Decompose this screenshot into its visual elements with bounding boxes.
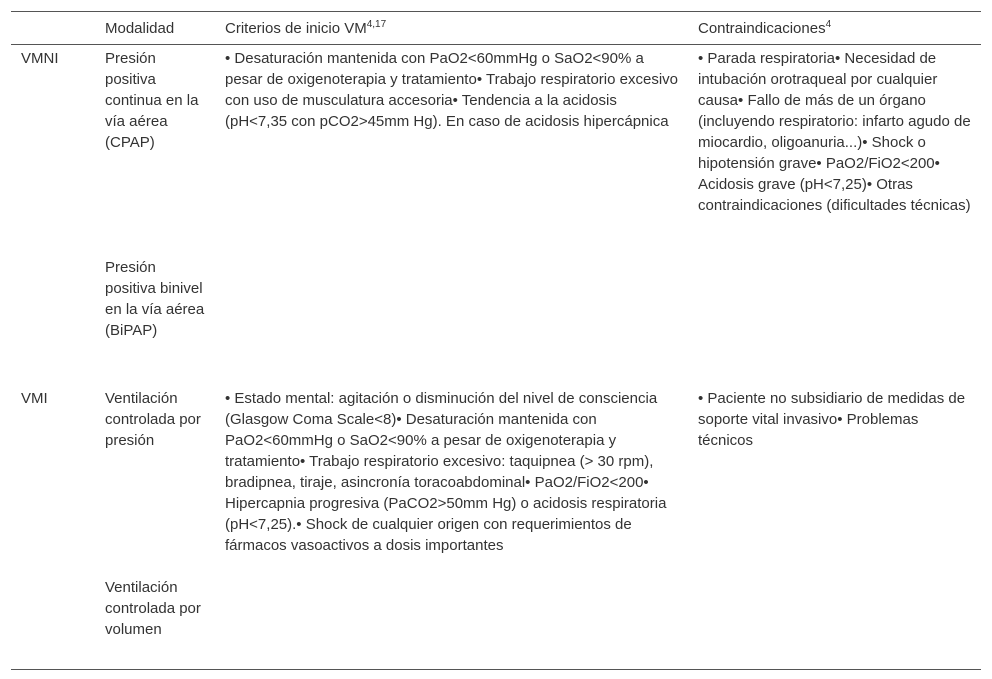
header-contra-ref: 4 bbox=[825, 18, 832, 30]
header-empty bbox=[11, 12, 95, 45]
contraindicaciones-cell: • Parada respiratoria• Necesidad de intubación orotraqueal por cualquier causa• Fallo de más de un órgano (incluyendo respiratorio: infarto agudo de miocardio, oligoanuria...)• Shock o hipotensión grave• PaO2/FiO2<200• Acidosis grave (pH<7,25)• Otras contraindicaciones (dificultades técnicas) bbox=[698, 50, 971, 214]
contraindicaciones-cell: • Paciente no subsidiario de medidas de soporte vital invasivo• Problemas técnicos bbox=[698, 389, 966, 449]
group-cell bbox=[11, 257, 95, 386]
criterios-cell bbox=[215, 577, 688, 670]
table-row bbox=[11, 257, 981, 386]
modalidad-cell: Ventilación controlada por presión bbox=[105, 389, 201, 449]
header-contraindicaciones bbox=[688, 12, 981, 45]
group-cell bbox=[11, 577, 95, 670]
header-criterios-label: Criterios de inicio VM bbox=[225, 19, 367, 37]
header-criterios-ref: 4,17 bbox=[366, 18, 387, 30]
contraindicaciones-cell bbox=[688, 577, 981, 670]
criterios-cell: • Desaturación mantenida con PaO2<60mmHg o SaO2<90% a pesar de oxigenoterapia y tratamiento• Trabajo respiratorio excesivo con uso de musculatura accesoria• Tendencia a la acidosis (pH<7,35 con pCO2>45mm Hg). En caso de acidosis hipercápnica bbox=[225, 50, 678, 130]
table-row bbox=[11, 577, 981, 670]
criterios-cell bbox=[215, 257, 688, 386]
criterios-cell: • Estado mental: agitación o disminución del nivel de consciencia (Glasgow Coma Scale<8)• Desaturación mantenida con PaO2<60mmHg o SaO2<90% a pesar de oxigenoterapia y tratamiento• Trabajo respiratorio excesivo: taquipnea (> 30 rpm), bradipnea, tiraje, asincronía toracoabdominal• PaO2/FiO2<200• Hipercapnia progresiva (PaCO2>50mm Hg) o acidosis respiratoria (pH<7,25).• Shock de cualquier origen con requerimientos de fármacos vasoactivos a dosis importantes bbox=[225, 389, 667, 554]
modalidad-cell: Ventilación controlada por volumen bbox=[105, 578, 201, 638]
group-cell: VMI bbox=[21, 389, 48, 407]
table-body bbox=[11, 45, 981, 670]
header-row bbox=[11, 12, 981, 45]
table-row bbox=[11, 45, 981, 257]
contraindicaciones-cell bbox=[688, 257, 981, 386]
header-contra-label: Contraindicaciones bbox=[698, 19, 826, 37]
modalidad-cell: Presión positiva continua en la vía aérea (CPAP) bbox=[105, 50, 199, 151]
group-cell: VMNI bbox=[21, 50, 59, 67]
header-modalidad: Modalidad bbox=[105, 19, 175, 37]
ventilation-criteria-table bbox=[11, 11, 981, 670]
table-row bbox=[11, 386, 981, 577]
table-header bbox=[11, 12, 981, 45]
modalidad-cell: Presión positiva binivel en la vía aérea (BiPAP) bbox=[105, 258, 205, 339]
header-criterios bbox=[215, 12, 688, 45]
